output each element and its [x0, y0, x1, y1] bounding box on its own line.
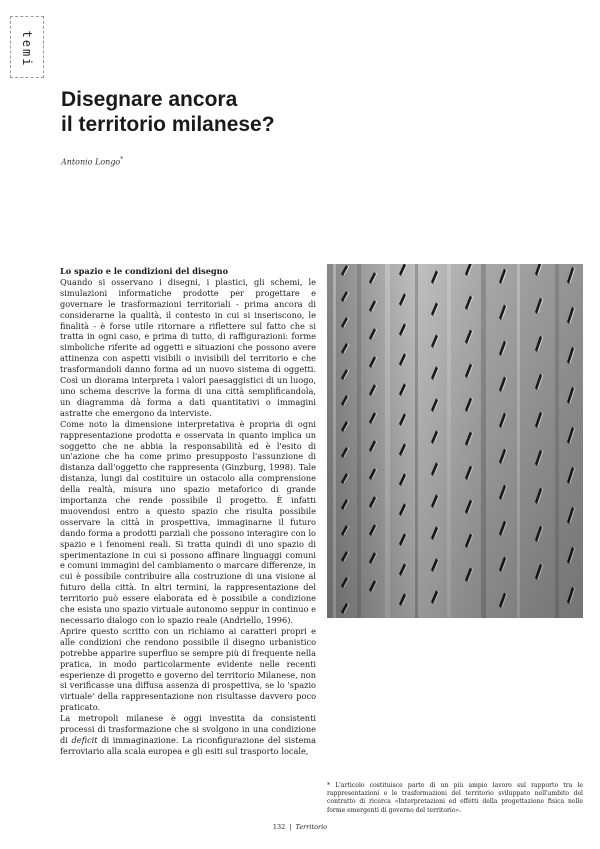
facade-shade [327, 264, 583, 618]
paragraph-4-end: di immaginazione. La riconfigurazione del sistema ferroviario alla scala europea e gli esiti sul trasporto locale, [60, 734, 316, 756]
paragraph-1: Quando si osservano i disegni, i plastici, gli schemi, le simulazioni informatiche prodotte per progettare e governare le trasformazioni territoriali - prima ancora di considerarne la qualità, il contesto in cui si inseriscono, le finalità - è forse utile ritornare a riflettere sul fatto che si tratta in ogni caso, e prima di tutto, di raffigurazioni: forme simboliche riferite ad oggetti e situazioni che possono avere attinenza con aspetti visibili o invisibili del territorio e che trasformandoli danno forma ad un nuovo sistema di oggetti. Così un diorama interpreta i valori paesaggistici di un luogo, uno schema descrive la forma di una città semplificandola, un diagramma dà forma a dati quantitativi o immagini astratte che emergono da interviste. [60, 276, 316, 418]
article-title [61, 87, 421, 137]
page-number: 132 [272, 823, 286, 831]
paragraph-4-start: La metropoli milanese è oggi investita da consistenti processi di trasformazione che si svolgono in una condizione di [60, 713, 316, 745]
article-body [60, 266, 316, 806]
title-line-2: il territorio milanese? [61, 113, 275, 136]
facade-illustration [327, 264, 583, 618]
title-line-1: Disegnare ancora [61, 88, 238, 111]
author-name: Antonio Longo [61, 157, 121, 167]
paragraph-2: Come noto la dimensione interpretativa è propria di ogni rappresentazione prodotta e osservata in quanto implica un soggetto che ne abbia la responsabilità ed è l'esito di un'azione che ha come primo presupposto l'assunzione di distanza dall'oggetto che rappresenta (Ginzburg, 1998). Tale distanza, lungi dal costituire un ostacolo alla comprensione della realtà, misura uno spazio metaforico di grande importanza che rende possibile il progetto. È infatti muovendosi entro a questo spazio che risulta possibile osservare la città in prospettiva, immaginarne il futuro dando forma a prodotti parziali che possono interagire con lo spazio e i fenomeni reali. Si tratta quindi di uno spazio di sperimentazione in cui si possono affinare linguaggi comuni e comuni immagini del cambiamento o marcare differenze, in cui è possibile contribuire alla costruzione di una visione al futuro della città. In altri termini, la rappresentazione del territorio può essere elaborata ed è possibile a condizione che esista uno spazio virtuale autonomo seppur in continuo e necessario dialogo con lo spazio reale (Andriello, 1996). [60, 418, 316, 625]
author-byline [61, 156, 123, 167]
paragraph-4-italic: deficit [71, 734, 98, 745]
building-facade-photo [327, 264, 583, 618]
paragraph-4 [60, 713, 316, 757]
section-tab-label: temi [20, 30, 34, 68]
footnote: * L'articolo costituisce parte di un più ampio lavoro sul rapporto tra le rappresentazioni e le trasformazioni del territorio sviluppato nell'ambito del contratto di ricerca «Interpretazioni ed effetti della progettazione fisica nelle forme emergenti di governo del territorio». [327, 782, 583, 814]
folio-separator: | [289, 823, 292, 831]
page-footer [0, 823, 600, 831]
section-heading: Lo spazio e le condizioni del disegno [60, 266, 229, 276]
section-tab [10, 16, 44, 78]
author-footnote-mark: * [120, 156, 124, 163]
journal-name: Territorio [295, 823, 328, 831]
paragraph-3: Aprire questo scritto con un richiamo ai caratteri propri e alle condizioni che rendono possibile il disegno urbanistico potrebbe apparire superfluo se sempre più di frequente nella pratica, in modo particolarmente evidente nelle recenti esperienze di progetto e governo del territorio Milanese, non si verificasse una diffusa assenza di prospettiva, se lo 'spazio virtuale' della rappresentazione non risultasse davvero poco praticato. [60, 625, 316, 713]
